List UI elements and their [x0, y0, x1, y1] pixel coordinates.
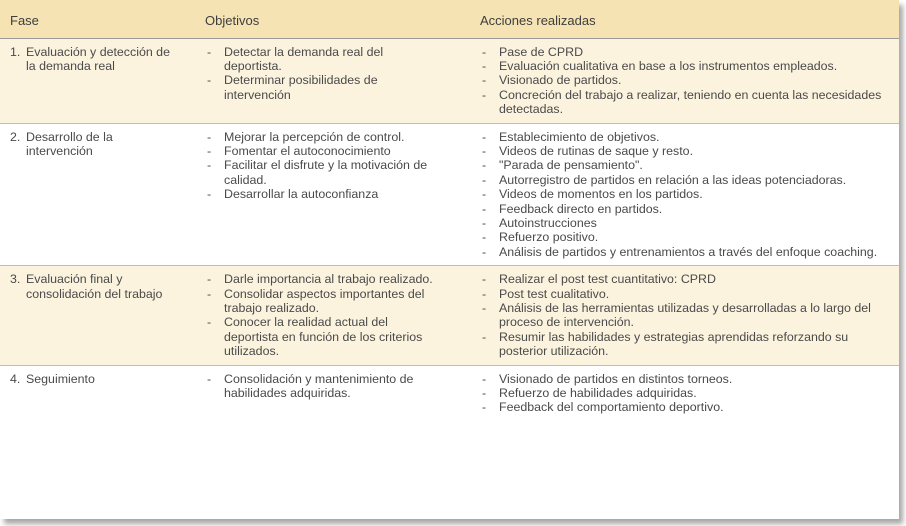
phase-name: Evaluación y detección de la demanda real	[26, 44, 170, 73]
bullet-dash: -	[482, 400, 487, 415]
action-item	[480, 230, 889, 244]
action-text: Videos de rutinas de saque y resto.	[499, 143, 694, 158]
bullet-dash: -	[482, 215, 487, 230]
phase-cell	[0, 123, 195, 266]
action-text: Post test cualitativo.	[499, 286, 610, 301]
action-item	[480, 287, 889, 301]
objective-item	[205, 187, 443, 201]
action-text: Visionado de partidos en distintos torneos.	[499, 371, 733, 386]
bullet-dash: -	[207, 158, 212, 173]
bullet-dash: -	[207, 187, 212, 202]
actions-list	[480, 45, 889, 117]
objective-text: Fomentar el autoconocimiento	[224, 143, 391, 158]
actions-list	[480, 272, 889, 358]
header-objetivos: Objetivos	[195, 0, 470, 38]
phase-cell	[0, 365, 195, 421]
action-text: Análisis de las herramientas utilizadas y desarrolladas a lo largo del proceso de intervención.	[499, 301, 871, 330]
bullet-dash: -	[482, 87, 487, 102]
bullet-dash: -	[207, 315, 212, 330]
table-row	[0, 38, 899, 123]
bullet-dash: -	[482, 73, 487, 88]
bullet-dash: -	[482, 286, 487, 301]
objective-text: Conocer la realidad actual del deportista en función de los criterios utilizados.	[224, 315, 423, 359]
bullet-dash: -	[207, 129, 212, 144]
objectives-cell	[195, 123, 470, 266]
objective-item	[205, 45, 443, 74]
objective-item	[205, 372, 443, 401]
bullet-dash: -	[207, 73, 212, 88]
bullet-dash: -	[207, 286, 212, 301]
phase-number: 3.	[10, 272, 21, 287]
bullet-dash: -	[482, 230, 487, 245]
phase-name: Evaluación final y consolidación del trabajo	[26, 272, 163, 301]
objectives-list	[205, 45, 443, 103]
action-text: Evaluación cualitativa en base a los instrumentos empleados.	[499, 58, 838, 73]
action-text: Concreción del trabajo a realizar, teniendo en cuenta las necesidades detectadas.	[499, 87, 882, 117]
actions-cell	[470, 123, 899, 266]
objective-text: Facilitar el disfrute y la motivación de calidad.	[224, 158, 428, 187]
actions-cell	[470, 38, 899, 123]
bullet-dash: -	[482, 386, 487, 401]
objective-text: Consolidación y mantenimiento de habilidades adquiridas.	[224, 371, 414, 401]
bullet-dash: -	[482, 58, 487, 73]
action-text: Autorregistro de partidos en relación a las ideas potenciadoras.	[499, 172, 847, 187]
bullet-dash: -	[482, 44, 487, 59]
action-item	[480, 173, 889, 187]
objectives-list	[205, 372, 443, 401]
action-item	[480, 88, 889, 117]
phase-cell	[0, 38, 195, 123]
action-item	[480, 144, 889, 158]
bullet-dash: -	[482, 129, 487, 144]
objectives-cell	[195, 38, 470, 123]
actions-list	[480, 372, 889, 415]
action-item	[480, 45, 889, 59]
bullet-dash: -	[482, 201, 487, 216]
action-text: Resumir las habilidades y estrategias aprendidas reforzando su posterior utilización.	[499, 329, 849, 359]
action-item	[480, 301, 889, 330]
bullet-dash: -	[482, 158, 487, 173]
action-item	[480, 400, 889, 414]
objectives-cell	[195, 365, 470, 421]
action-item	[480, 372, 889, 386]
bullet-dash: -	[482, 329, 487, 344]
action-item	[480, 158, 889, 172]
header-fase: Fase	[0, 0, 195, 38]
objective-text: Mejorar la percepción de control.	[224, 129, 405, 144]
action-item	[480, 59, 889, 73]
phase-number: 1.	[10, 44, 21, 59]
bullet-dash: -	[207, 371, 212, 386]
actions-list	[480, 130, 889, 260]
action-item	[480, 187, 889, 201]
action-text: Autoinstrucciones	[499, 215, 597, 230]
action-text: Feedback del comportamiento deportivo.	[499, 400, 724, 415]
bullet-dash: -	[482, 371, 487, 386]
actions-cell	[470, 266, 899, 365]
action-text: Realizar el post test cuantitativo: CPRD	[499, 272, 716, 287]
objective-text: Desarrollar la autoconfianza	[224, 187, 379, 202]
bullet-dash: -	[207, 44, 212, 59]
action-text: Refuerzo de habilidades adquiridas.	[499, 386, 697, 401]
table-body	[0, 38, 899, 421]
action-item	[480, 202, 889, 216]
objective-item	[205, 315, 443, 358]
action-item	[480, 130, 889, 144]
actions-cell	[470, 365, 899, 421]
action-item	[480, 330, 889, 359]
objective-item	[205, 144, 443, 158]
objective-text: Darle importancia al trabajo realizado.	[224, 272, 433, 287]
bullet-dash: -	[482, 244, 487, 259]
action-text: Feedback directo en partidos.	[499, 201, 663, 216]
phase-number: 4.	[10, 371, 21, 386]
bullet-dash: -	[482, 301, 487, 315]
phase-number: 2.	[10, 129, 21, 144]
objective-text: Detectar la demanda real del deportista.	[224, 44, 384, 73]
table-row	[0, 266, 899, 365]
bullet-dash: -	[207, 272, 212, 287]
phase-name: Desarrollo de la intervención	[26, 129, 113, 158]
objectives-list	[205, 130, 443, 202]
objectives-list	[205, 272, 443, 358]
objective-item	[205, 73, 443, 102]
objective-text: Consolidar aspectos importantes del trabajo realizado.	[224, 286, 425, 315]
bullet-dash: -	[482, 187, 487, 202]
objective-item	[205, 130, 443, 144]
action-text: Refuerzo positivo.	[499, 230, 599, 245]
objective-item	[205, 287, 443, 316]
objective-item	[205, 158, 443, 187]
table-row	[0, 365, 899, 421]
bullet-dash: -	[482, 143, 487, 158]
header-row	[0, 0, 899, 38]
action-text: Videos de momentos en los partidos.	[499, 187, 703, 202]
phase-name: Seguimiento	[26, 371, 95, 386]
objectives-cell	[195, 266, 470, 365]
bullet-dash: -	[207, 143, 212, 158]
table-row	[0, 123, 899, 266]
bullet-dash: -	[482, 272, 487, 287]
action-item	[480, 216, 889, 230]
action-item	[480, 386, 889, 400]
action-item	[480, 245, 889, 259]
action-text: "Parada de pensamiento".	[499, 158, 643, 173]
action-text: Visionado de partidos.	[499, 73, 622, 88]
action-text: Pase de CPRD	[499, 44, 584, 59]
objective-text: Determinar posibilidades de intervención	[224, 73, 378, 102]
action-item	[480, 73, 889, 87]
action-text: Análisis de partidos y entrenamientos a través del enfoque coaching.	[499, 244, 878, 259]
action-item	[480, 272, 889, 286]
phase-cell	[0, 266, 195, 365]
action-text: Establecimiento de objetivos.	[499, 129, 660, 144]
header-acciones: Acciones realizadas	[470, 0, 899, 38]
bullet-dash: -	[482, 172, 487, 187]
objective-item	[205, 272, 443, 286]
